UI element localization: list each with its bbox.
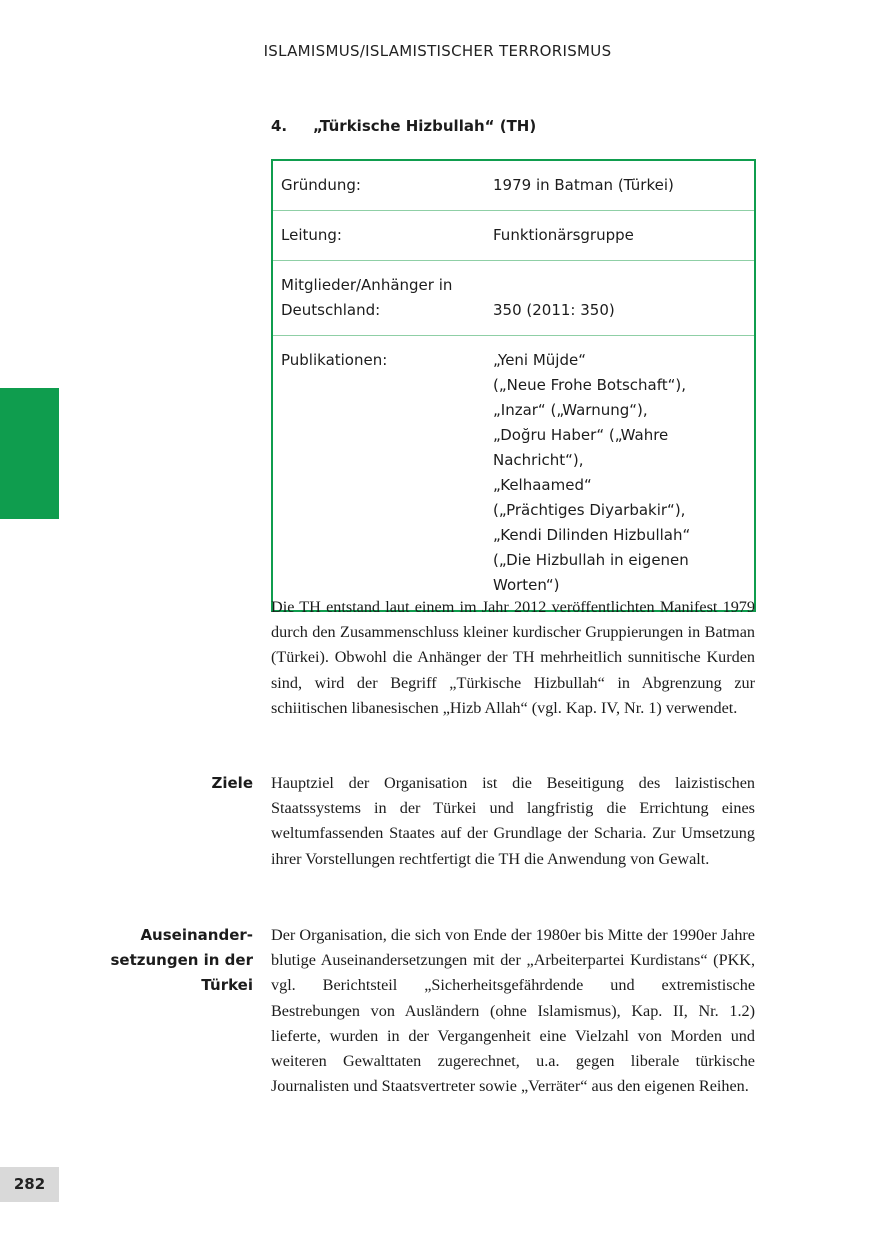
conflicts-paragraph: Der Organisation, die sich von Ende der 1980er bis Mitte der 1990er Jahre blutige Auseinandersetzungen mit der „Arbeiterpartei Kurdistans“ (PKK, vgl. Berichtsteil „Sicherheitsgefährdende und extremistische Bestrebungen von Ausländern (ohne Islamismus), Kap. II, Nr. 1.2) lieferte, wurden in der Vergangenheit eine Vielzahl von Morden und weiteren Gewalttaten zugerechnet, u.a. gegen liberale türkische Journalisten und Staatsvertreter sowie „Verräter“ aus den eigenen Reihen. xyxy=(271,926,755,1096)
info-row-founding xyxy=(273,161,754,211)
page-number-text: 282 xyxy=(13,1175,46,1193)
margin-label-line: setzungen in der xyxy=(110,951,253,970)
publication-line: „Kendi Dilinden Hizbullah“ xyxy=(493,526,691,544)
section-heading xyxy=(271,117,536,135)
info-value: 1979 in Batman (Türkei) xyxy=(493,176,674,194)
publication-line: („Neue Frohe Botschaft“), xyxy=(493,376,687,394)
chapter-side-tab xyxy=(0,388,59,519)
publication-line: („Die Hizbullah in eigenen Worten“) xyxy=(493,551,689,594)
margin-label-line: Türkei xyxy=(201,976,253,995)
info-row-members xyxy=(273,261,754,336)
margin-label-conflicts xyxy=(110,923,253,999)
info-row-publications xyxy=(273,336,754,610)
running-header-title: ISLAMISMUS/ISLAMISTISCHER TERRORISMUS xyxy=(263,42,612,60)
publication-line: „Kelhaamed“ xyxy=(493,476,592,494)
margin-label-goals: Ziele xyxy=(211,774,253,792)
info-value: 350 (2011: 350) xyxy=(493,301,615,319)
running-header xyxy=(0,42,875,60)
publication-line: „Inzar“ („Warnung“), xyxy=(493,401,648,419)
margin-label-line: Auseinander- xyxy=(140,926,253,944)
info-label: Gründung: xyxy=(281,176,361,194)
page-number xyxy=(0,1167,59,1202)
publications-list xyxy=(493,348,746,598)
goals-paragraph: Hauptziel der Organisation ist die Beseitigung des laizistischen Staatssystems in der Türkei und langfristig die Errichtung eines weltumfassenden Staates auf der Grundlage der Scharia. Zur Umsetzung ihrer Vorstellungen rechtfertigt die TH die Anwendung von Gewalt. xyxy=(271,774,755,868)
info-value: Funktionärsgruppe xyxy=(493,226,634,244)
info-label: Publikationen: xyxy=(281,351,388,369)
intro-paragraph: Die TH entstand laut einem im Jahr 2012 veröffentlichten Manifest 1979 durch den Zusammenschluss kleiner kurdischer Gruppierungen in Batman (Türkei). Obwohl die Anhänger der TH mehrheitlich sunnitische Kurden sind, wird der Begriff „Türkische Hizbullah“ in Abgrenzung zur schiitischen libanesischen „Hizb Allah“ (vgl. Kap. IV, Nr. 1) verwendet. xyxy=(271,598,755,717)
publication-line: („Prächtiges Diyarbakir“), xyxy=(493,501,686,519)
section-title: „Türkische Hizbullah“ (TH) xyxy=(313,117,537,135)
info-row-leadership xyxy=(273,211,754,261)
publication-line: „Doğru Haber“ („Wahre Nachricht“), xyxy=(493,426,669,469)
info-label: Leitung: xyxy=(281,226,342,244)
section-number: 4. xyxy=(271,117,288,135)
info-label: Mitglieder/Anhänger in Deutschland: xyxy=(281,276,453,319)
info-table xyxy=(271,159,756,612)
publication-line: „Yeni Müjde“ xyxy=(493,351,586,369)
